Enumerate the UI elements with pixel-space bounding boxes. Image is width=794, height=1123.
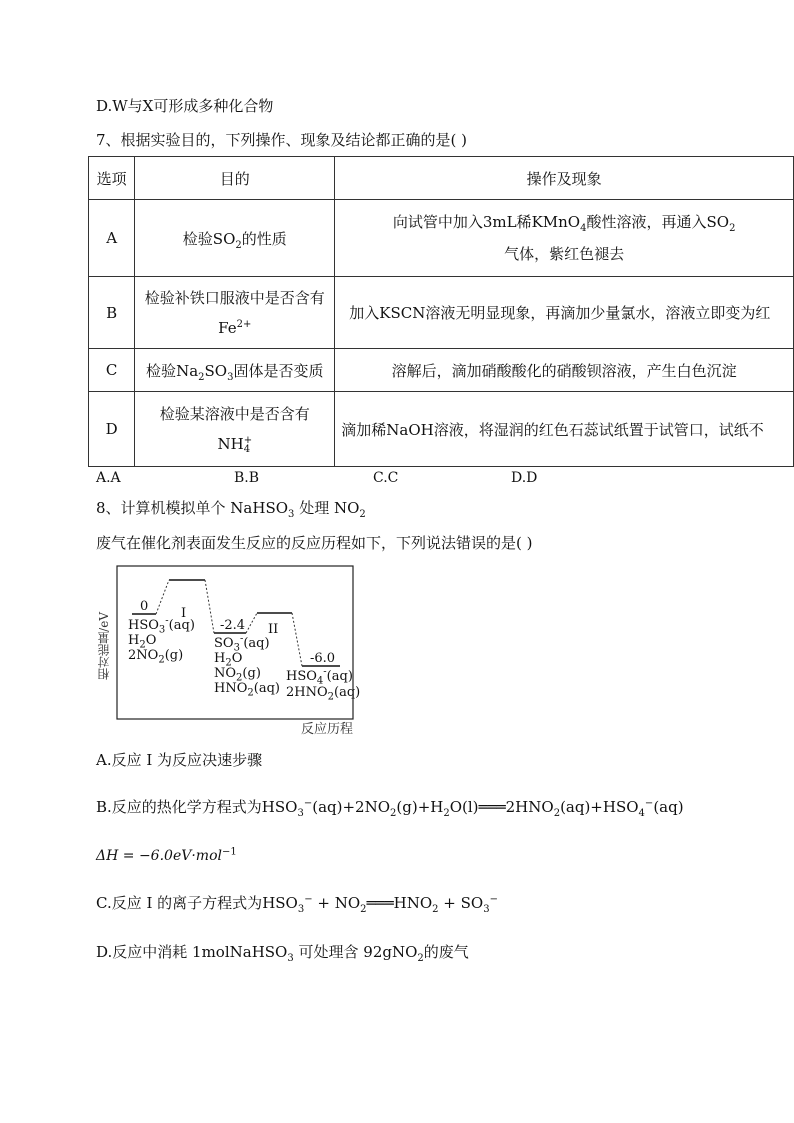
connector [205,580,214,633]
ts-label-2: II [268,622,279,637]
row-c-purpose: 检验$Na_2SO_3$固体是否变质 [135,349,335,392]
q8-option-b-enthalpy: ΔH = −6.0eV·mol$^{-1}$ [96,846,237,864]
row-c-option: C [89,349,135,392]
q7-choice-a: A.A [96,470,121,486]
q8-stem-line2: 废气在催化剂表面发生反应的反应历程如下，下列说法错误的是( ) [96,534,533,552]
table-row [89,277,794,349]
energy-profile-chart [96,562,360,742]
q7-choice-d: D.D [511,470,538,486]
table-header-row [89,157,794,200]
q8-stem-line1: 8、计算机模拟单个 NaHSO$_3$ 处理 $NO_2$ [96,499,366,520]
row-a-option: A [89,200,135,277]
q7-choice-c: C.C [373,470,399,486]
row-a-purpose: 检验$SO_2$的性质 [135,200,335,277]
q7-table [88,156,794,467]
species-initial: $HSO_3^-(aq)$ $H_2O$ $2NO_2(g)$ [128,615,195,666]
ts-label-1: I [181,606,187,621]
species-final: $HSO_4^-(aq)$ $2HNO_2(aq)$ [286,666,361,703]
q7-choice-b: B.B [234,470,260,486]
level-label-0: 0 [140,599,149,614]
q8-option-a: A.反应 I 为反应决速步骤 [96,751,263,769]
row-b-operation: 加入KSCN溶液无明显现象，再滴加少量氯水，溶液立即变为红 [335,277,794,349]
header-purpose: 目的 [135,157,335,200]
connector [292,613,302,666]
y-axis-label: 相对能量/eV [97,612,111,680]
row-d-purpose: 检验某溶液中是否含有 NH + 4 [135,392,335,467]
table-row [89,349,794,392]
q7-stem: 7、根据实验目的，下列操作、现象及结论都正确的是( ) [96,131,468,149]
q8-option-b-equation: B.反应的热化学方程式为$HSO_3^-(aq)+2NO_2(g)+H_2O(l)═══2HNO_2(aq)+HSO_4^-(aq)$ [96,798,684,819]
row-b-option: B [89,277,135,349]
level-label-minus-6-0: -6.0 [310,651,336,666]
header-option: 选项 [89,157,135,200]
row-d-option: D [89,392,135,467]
table-row [89,392,794,467]
row-a-operation: 向试管中加入3mL稀KMnO$_4$酸性溶液，再通入$SO_2$ 气体，紫红色褪去 [335,200,794,277]
table-row [89,200,794,277]
row-b-purpose: 检验补铁口服液中是否含有 $Fe^{2+}$ [135,277,335,349]
row-c-operation: 溶解后，滴加硝酸酸化的硝酸钡溶液，产生白色沉淀 [335,349,794,392]
x-axis-label: 反应历程 [301,722,354,737]
connector [246,613,257,633]
q6-option-d: D.W与X可形成多种化合物 [96,97,274,115]
q8-option-c: C.反应 I 的离子方程式为$HSO_3^-$ + $NO_2═══HNO_2 + SO_3^-$ [96,894,498,915]
level-label-minus-2-4: -2.4 [220,618,246,633]
connector [156,580,169,614]
q8-option-d: D.反应中消耗 1molNaHSO$_3$ 可处理含 92gNO$_2$的废气 [96,943,469,964]
header-operation: 操作及现象 [335,157,794,200]
row-d-operation: 滴加稀NaOH溶液，将湿润的红色石蕊试纸置于试管口，试纸不 [335,392,794,467]
species-intermediate: $SO_3^-(aq)$ $H_2O$ $NO_2(g)$ $HNO_2(aq)$ [214,633,280,699]
